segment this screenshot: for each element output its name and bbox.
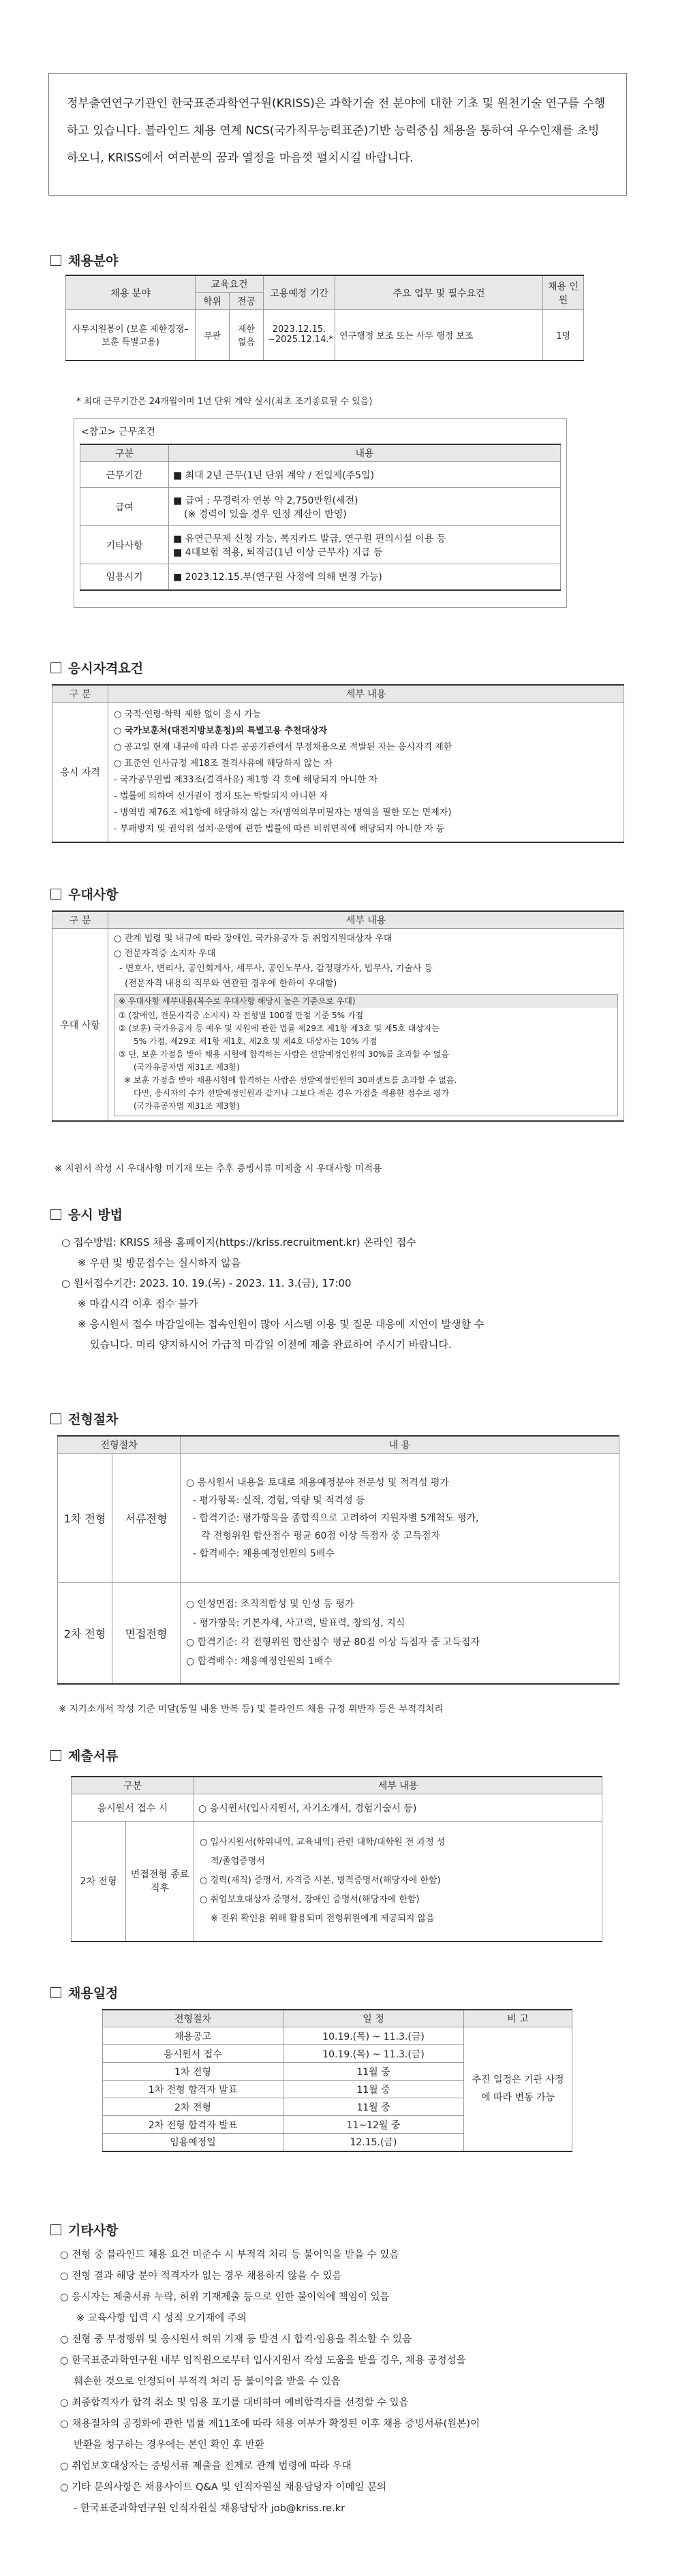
other-note-item: 반환을 청구하는 경우에는 본인 확인 후 반환 bbox=[74, 2440, 264, 2451]
col-header-major: 전공 bbox=[230, 293, 264, 310]
col-header-details: 세부 내용 bbox=[194, 1777, 602, 1794]
col-header-field: 채용 분야 bbox=[66, 275, 196, 310]
eligibility-table bbox=[52, 684, 624, 843]
checkbox-square-icon bbox=[50, 2224, 61, 2235]
preference-item: ○ 전문자격증 소지자 우대 bbox=[114, 949, 216, 959]
preference-item: ○ 관계 법령 및 내규에 따라 장애인, 국가유공자 등 취업지원대상자 우대 bbox=[114, 934, 393, 944]
stage1-item: ○ 응시원서 내용을 토대로 채용예정분야 전문성 및 적격성 평가 bbox=[186, 1477, 449, 1488]
col-header-remark: 비 고 bbox=[464, 2010, 572, 2027]
other-note-subitem: ※ 교육사항 입력 시 성적 오기재에 주의 bbox=[76, 2313, 247, 2324]
other-note-item: ○ 취업보호대상자는 증빙서류 제출을 전제로 관계 법령에 따라 우대 bbox=[60, 2461, 352, 2472]
schedule-row-date: 10.19.(목) ~ 11.3.(금) bbox=[283, 2045, 464, 2063]
schedule-row-date: 12.15.(금) bbox=[283, 2134, 464, 2151]
stage2-subitem: - 평가항목: 기본자세, 사고력, 발표력, 창의성, 지식 bbox=[193, 1618, 405, 1629]
preference-detail-line: 다만, 응시자의 수가 선발예정인원과 같거나 그보다 적은 경우 가점을 적용한 점수로 평가 bbox=[134, 1088, 450, 1098]
col-header-degree: 학위 bbox=[196, 293, 230, 310]
schedule-row-step: 응시원서 접수 bbox=[103, 2045, 283, 2063]
schedule-row-date: 11월 중 bbox=[283, 2063, 464, 2081]
eligibility-subitem: - 병역법 제76조 제1항에 해당하지 않는 자(병역의무미필자는 병역을 필한 또는 면제자) bbox=[114, 808, 452, 818]
preference-detail-line: (국가유공자법 제31조 제3항) bbox=[134, 1101, 240, 1111]
stage2-type: 면접전형 bbox=[112, 1583, 181, 1684]
stage1-subitem: - 평가항목: 실적, 경험, 역량 및 적격성 등 bbox=[193, 1494, 365, 1506]
col-header-education: 교육요건 bbox=[196, 275, 264, 293]
ref-row-label: 기타사항 bbox=[80, 526, 169, 564]
schedule-table bbox=[102, 2009, 572, 2152]
preference-table bbox=[52, 910, 624, 1122]
preference-footnote: ※ 지원서 작성 시 우대사항 미기재 또는 추후 증빙서류 미제출 시 우대사항 미적용 bbox=[55, 1163, 382, 1174]
section-heading-schedule: 채용일정 bbox=[50, 1983, 118, 2002]
schedule-remark: 추진 일정은 기관 사정에 따라 변동 가능 bbox=[464, 2027, 572, 2151]
section-heading-eligibility: 응시자격요건 bbox=[50, 658, 143, 677]
cell-count: 1명 bbox=[543, 310, 584, 361]
other-note-item: ○ 전형 중 블라인드 채용 요건 미준수 시 부적격 처리 등 불이익을 받을 수 있음 bbox=[60, 2250, 399, 2260]
selection-process-table bbox=[57, 1435, 619, 1685]
section-heading-other: 기타사항 bbox=[50, 2220, 118, 2239]
preference-subitem: - 변호사, 변리사, 공인회계사, 세무사, 공인노무사, 감정평가사, 법무사, 기술사 등 bbox=[119, 964, 433, 974]
stage2-label: 2차 전형 bbox=[58, 1583, 112, 1684]
preference-detail-box bbox=[114, 994, 618, 1116]
ref-row-label: 급여 bbox=[80, 488, 169, 526]
checkbox-square-icon bbox=[50, 255, 61, 266]
ref-col-header-type: 구분 bbox=[80, 444, 169, 462]
stage1-type: 서류전형 bbox=[112, 1454, 181, 1583]
col-header-process: 전형절차 bbox=[58, 1436, 181, 1454]
schedule-row-step: 1차 전형 bbox=[103, 2063, 283, 2081]
docs-stage2-item: ○ 입사지원서(학위내역, 교육내역) 관련 대학/대학원 전 과정 성 bbox=[200, 1837, 446, 1848]
schedule-row-date: 11~12월 중 bbox=[283, 2116, 464, 2134]
eligibility-item: ○ 국적·연령·학력 제한 없이 응시 가능 bbox=[114, 709, 262, 720]
stage1-subitem: - 합격배수: 채용예정인원의 5배수 bbox=[193, 1548, 335, 1559]
apply-period-note: ※ 마감시각 이후 접수 불가 bbox=[78, 1298, 198, 1310]
apply-period-note: ※ 응시원서 접수 마감일에는 접속인원이 많아 시스템 이용 및 질문 대응에 지연이 발생할 수 bbox=[78, 1318, 485, 1330]
preference-detail-line: 5% 가점, 제29조 제1항 제1호, 제2호 및 제4호 대상자는 10% 가점 bbox=[134, 1037, 378, 1046]
docs-application-item: ○ 응시원서(입사지원서, 자기소개서, 경험기술서 등) bbox=[194, 1794, 602, 1822]
docs-stage2-label: 2차 전형 bbox=[72, 1822, 126, 1942]
schedule-row-date: 10.19.(목) ~ 11.3.(금) bbox=[283, 2027, 464, 2045]
schedule-row-step: 2차 전형 bbox=[103, 2098, 283, 2116]
contact-email: - 한국표준과학연구원 인적자원실 채용담당자 job@kriss.re.kr bbox=[74, 2503, 345, 2514]
preference-subitem: (전문자격 내용의 직무와 연관된 경우에 한하여 우대함) bbox=[125, 979, 337, 989]
intro-text: 정부출연연구기관인 한국표준과학연구원(KRISS)은 과학기술 전 분야에 대한 기초 및 원천기술 연구를 수행하고 있습니다. 블라인드 채용 연계 NCS(국가직무능력표준)기반 능력중심 채용을 통하여 우수인재를 초빙하오니, KRISS에서 여러분의 꿈과 열정을 마음껏 펼치시길 바랍니다. bbox=[67, 97, 606, 165]
col-header-process: 전형절차 bbox=[103, 2010, 283, 2027]
ref-col-header-content: 내용 bbox=[169, 444, 561, 462]
preference-detail-line: ※ 보훈 가점을 받아 채용시험에 합격하는 사람은 선발예정인원의 30퍼센트를 초과할 수 없음. bbox=[124, 1075, 457, 1085]
stage2-item: ○ 합격기준: 각 전형위원 합산점수 평균 80점 이상 득점자 중 고득점자 bbox=[186, 1637, 480, 1649]
section-heading-recruit-field: 채용분야 bbox=[50, 251, 118, 269]
checkbox-square-icon bbox=[50, 662, 61, 673]
eligibility-item: ○ 국가보훈처(대전지방보훈청)의 특별고용 추천대상자 bbox=[114, 726, 328, 736]
section-heading-preference: 우대사항 bbox=[50, 885, 118, 903]
col-header-date: 일 정 bbox=[283, 2010, 464, 2027]
apply-period-line: ○ 원서접수기간: 2023. 10. 19.(목) - 2023. 11. 3.(금), 17:00 bbox=[61, 1277, 352, 1289]
eligibility-label: 응시 자격 bbox=[52, 703, 108, 843]
other-note-item: ○ 기타 문의사항은 채용사이트 Q&A 및 인적자원실 채용담당자 이메일 문의 bbox=[60, 2482, 386, 2493]
col-header-details: 세부 내용 bbox=[108, 911, 624, 929]
ref-row-value: ■ 4대보험 적용, 퇴직금(1년 이상 근무자) 지급 등 bbox=[173, 547, 383, 558]
apply-period-note: 있습니다. 미리 양지하시어 가급적 마감일 이전에 제출 완료하여 주시기 바랍니다. bbox=[90, 1338, 452, 1351]
preference-label: 우대 사항 bbox=[52, 929, 108, 1122]
stage1-subitem: 각 전형위원 합산점수 평균 60점 이상 득점자 중 고득점자 bbox=[201, 1530, 440, 1542]
checkbox-square-icon bbox=[50, 1750, 61, 1761]
docs-stage2-item: 적/졸업증명서 bbox=[211, 1856, 265, 1867]
preference-detail-line: ① (장애인, 전문자격증 소지자) 각 전형별 100점 만점 기준 5% 가점 bbox=[119, 1011, 364, 1020]
other-note-item: 훼손한 것으로 인정되어 부적격 처리 등 불이익을 받을 수 있음 bbox=[74, 2376, 341, 2387]
schedule-row-date: 11월 중 bbox=[283, 2098, 464, 2116]
cell-major: 제한 없음 bbox=[230, 310, 264, 361]
stage1-subitem: - 합격기준: 평가항목을 종합적으로 고려하여 지원자별 5개척도 평가, bbox=[193, 1512, 479, 1524]
other-note-item: ○ 최종합격자가 합격 취소 및 임용 포기를 대비하여 예비합격자를 선정할 수 있음 bbox=[60, 2397, 409, 2408]
reference-box bbox=[74, 418, 567, 608]
ref-row-value: ■ 최대 2년 근무(1년 단위 계약 / 전일제(주5일) bbox=[169, 462, 561, 488]
apply-method-note: ※ 우편 및 방문접수는 실시하지 않음 bbox=[78, 1257, 241, 1269]
col-header-type: 구 분 bbox=[52, 685, 108, 703]
stage2-item: ○ 인성면접: 조직적합성 및 인성 등 평가 bbox=[186, 1599, 354, 1610]
docs-stage2-note: ※ 진위 확인용 위해 활용되며 전형위원에게 제공되지 않음 bbox=[211, 1914, 435, 1925]
recruit-field-footnote: * 최대 근무기간은 24개월이며 1년 단위 계약 실시(최초 조기종료될 수 있음) bbox=[76, 397, 373, 407]
selection-footnote: ※ 지기소개서 작성 기준 미달(동일 내용 반복 등) 및 블라인드 채용 규정 위반자 등은 부적격처리 bbox=[59, 1704, 444, 1715]
other-note-item: ○ 채용절차의 공정화에 관한 법률 제11조에 따라 채용 여부가 확정된 이후 채용 증빙서류(원본)이 bbox=[60, 2419, 480, 2429]
col-header-content: 내 용 bbox=[181, 1436, 619, 1454]
checkbox-square-icon bbox=[50, 1209, 61, 1220]
col-header-type: 구 분 bbox=[52, 911, 108, 929]
preference-detail-line: ② (보훈) 국가유공자 등 예우 및 지원에 관한 법률 제29조 제1항 제3호 및 제5호 대상자는 bbox=[119, 1024, 440, 1033]
checkbox-square-icon bbox=[50, 1413, 61, 1424]
schedule-row-step: 임용예정일 bbox=[103, 2134, 283, 2151]
ref-row-value: ■ 급여 : 무경력자 연봉 약 2,750만원(세전) bbox=[173, 495, 358, 506]
apply-method-block bbox=[61, 1232, 484, 1355]
docs-stage-application: 응시원서 접수 시 bbox=[72, 1794, 194, 1822]
docs-stage2-timing: 면접전형 종료 직후 bbox=[126, 1822, 194, 1942]
apply-method-line: ○ 접수방법: KRISS 채용 홈페이지(https://kriss.recruitment.kr) 온라인 접수 bbox=[61, 1236, 416, 1248]
schedule-row-date: 11월 중 bbox=[283, 2081, 464, 2098]
ref-row-value: ■ 2023.12.15.부(연구원 사정에 의해 변경 가능) bbox=[169, 564, 561, 590]
col-header-type: 구분 bbox=[72, 1777, 194, 1794]
reference-table bbox=[80, 444, 561, 591]
section-heading-documents: 제출서류 bbox=[50, 1746, 118, 1764]
stage2-item: ○ 합격배수: 채용예정인원의 1배수 bbox=[186, 1656, 333, 1668]
schedule-row-step: 채용공고 bbox=[103, 2027, 283, 2045]
recruit-field-table bbox=[65, 275, 584, 361]
intro-box bbox=[48, 73, 627, 196]
preference-detail-line: (국가유공자법 제31조 제3항) bbox=[134, 1062, 240, 1072]
eligibility-item: ○ 표준연 인사규정 제18조 결격사유에 해당하지 않는 자 bbox=[114, 758, 333, 769]
checkbox-square-icon bbox=[50, 889, 61, 900]
schedule-row-step: 2차 전형 합격자 발표 bbox=[103, 2116, 283, 2134]
cell-period: 2023.12.15. ~2025.12.14.* bbox=[264, 310, 335, 361]
documents-table bbox=[71, 1776, 602, 1942]
col-header-period: 고용예정 기간 bbox=[264, 275, 335, 310]
eligibility-item: ○ 공고일 현재 내규에 따라 다른 공공기관에서 부정채용으로 적발된 자는 응시자격 제한 bbox=[114, 742, 452, 752]
other-note-item: ○ 한국표준과학연구원 내부 임직원으로부터 입사지원서 작성 도움을 받을 경우, 채용 공정성을 bbox=[60, 2355, 466, 2366]
cell-duty: 연구행정 보조 또는 사무 행정 보조 bbox=[335, 310, 543, 361]
preference-detail-line: ③ 단, 보훈 가점을 받아 채용 시험에 합격하는 사람은 선발예정인원의 30%를 초과할 수 없음 bbox=[119, 1049, 449, 1059]
eligibility-subitem: - 부패방지 및 권익위 설치·운영에 관한 법률에 따른 비위면직에 해당되지 아니한 자 등 bbox=[114, 824, 445, 834]
ref-row-value: ■ 유연근무제 신청 가능, 복지카드 발급, 연구원 편의시설 이용 등 bbox=[173, 533, 446, 545]
ref-row-label: 임용시기 bbox=[80, 564, 169, 590]
other-notes bbox=[60, 2245, 632, 2519]
preference-detail-title: ※ 우대사항 세부내용(복수로 우대사항 해당시 높은 기준으로 우대) bbox=[114, 995, 617, 1008]
cell-degree: 무관 bbox=[196, 310, 230, 361]
docs-stage2-item: ○ 취업보호대상자 증명서, 장애인 증명서(해당자에 한함) bbox=[200, 1895, 420, 1905]
other-note-item: ○ 전형 결과 해당 분야 적격자가 없는 경우 채용하지 않을 수 있음 bbox=[60, 2271, 342, 2282]
col-header-duty: 주요 업무 및 필수요건 bbox=[335, 275, 543, 310]
reference-title: <참고> 근무조건 bbox=[81, 427, 156, 438]
section-heading-selection-process: 전형절차 bbox=[50, 1409, 118, 1428]
schedule-row-step: 1차 전형 합격자 발표 bbox=[103, 2081, 283, 2098]
ref-row-note: (※ 경력이 있을 경우 인정 계산이 반영) bbox=[184, 508, 347, 520]
section-heading-how-to-apply: 응시 방법 bbox=[50, 1205, 123, 1223]
other-note-item: ○ 응시자는 제출서류 누락, 허위 기재제출 등으로 인한 불이익에 책임이 있음 bbox=[60, 2292, 390, 2303]
checkbox-square-icon bbox=[50, 1987, 61, 1998]
stage1-label: 1차 전형 bbox=[58, 1454, 112, 1583]
other-note-item: ○ 전형 중 부정행위 및 응시원서 허위 기재 등 발견 시 합격·임용을 취소할 수 있음 bbox=[60, 2334, 412, 2345]
eligibility-subitem: - 국가공무원법 제33조(결격사유) 제1항 각 호에 해당되지 아니한 자 bbox=[114, 775, 378, 785]
cell-field: 사무지원봉이 (보훈 제한경쟁–보훈 특별고용) bbox=[66, 310, 196, 361]
col-header-details: 세부 내용 bbox=[108, 685, 624, 703]
eligibility-subitem: - 법률에 의하여 신거권이 정지 또는 박탈되지 아니한 자 bbox=[114, 791, 328, 801]
ref-row-label: 근무기간 bbox=[80, 462, 169, 488]
docs-stage2-item: ○ 경력(재직) 증명서, 자격증 사본, 병적증명서(해당자에 한함) bbox=[200, 1875, 441, 1886]
col-header-count: 채용 인원 bbox=[543, 275, 584, 310]
